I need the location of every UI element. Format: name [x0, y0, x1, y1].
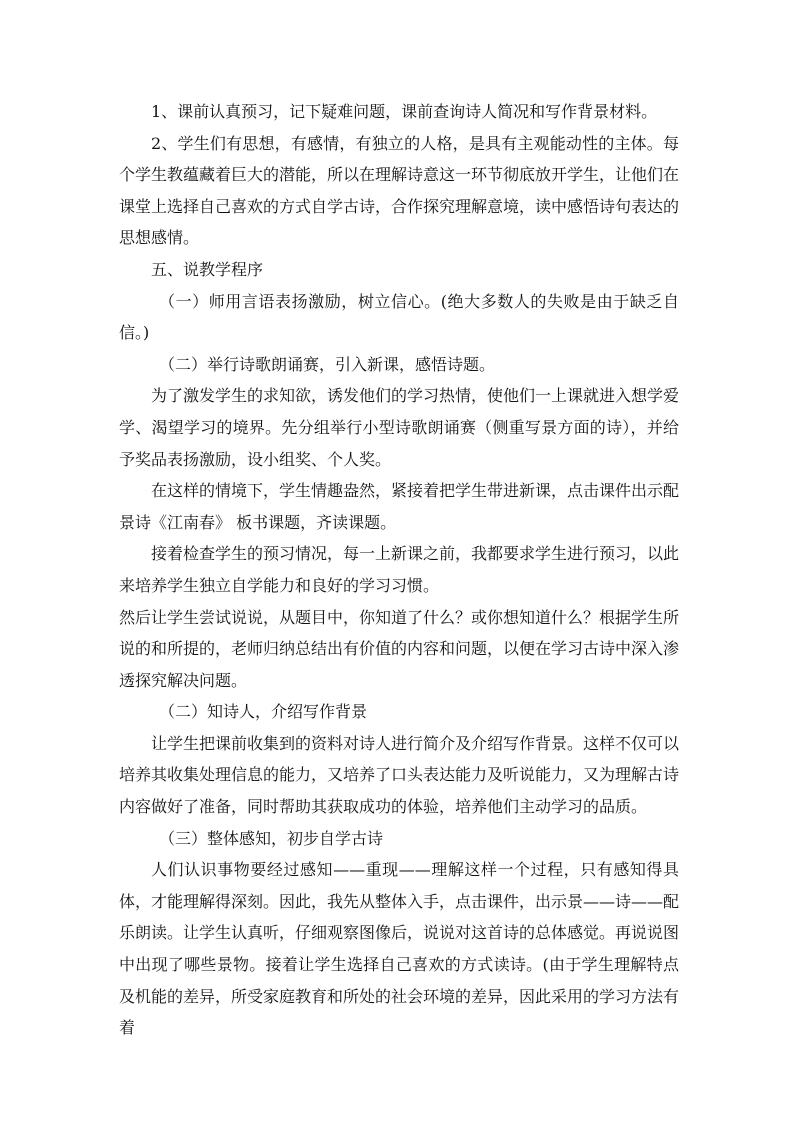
section-heading-teaching-procedure: 五、说教学程序 [151, 259, 264, 279]
paragraph-check-preview: 接着检查学生的预习情况，每一上新课之前，我都要求学生进行预习，以此来培养学生独立自学能力和良好的学习习惯。 [119, 544, 680, 595]
paragraph-motivation: 为了激发学生的求知欲，诱发他们的学习热情，使他们一上课就进入想学爱学、渴望学习的境界。先分组举行小型诗歌朗诵赛（侧重写景方面的诗），并给予奖品表扬激励，设小组奖、个人奖。 [119, 386, 680, 469]
subheading-poetry-recital: （二）举行诗歌朗诵赛，引入新课，感悟诗题。 [159, 354, 496, 374]
paragraph-prep-item-2: 2、学生们有思想，有感情，有独立的人格，是具有主观能动性的主体。每个学生教蕴藏着巨大的潜能，所以在理解诗意这一环节彻底放开学生，让他们在课堂上选择自己喜欢的方式自学古诗，合作探究理解意境，读中感悟诗句表达的思想感情。 [119, 133, 680, 248]
subheading-know-poet: （二）知诗人，介绍写作背景 [159, 702, 368, 722]
subheading-overall-perception: （三）整体感知，初步自学古诗 [159, 828, 384, 848]
subheading-encouragement: （一）师用言语表扬激励，树立信心。(绝大多数人的失败是由于缺乏自信。) [119, 291, 679, 343]
paragraph-perception-process: 人们认识事物要经过感知——重现——理解这样一个过程，只有感知得具体，才能理解得深刻。因此，我先从整体入手，点击课件，出示景——诗——配乐朗读。让学生认真听，仔细观察图像后，说说对这首诗的总体感觉。再说说图中出现了哪些景物。接着让学生选择自己喜欢的方式读诗。(由于学生理解特点及机能的差异，所受家庭教育和所处的社会环境的差异，因此采用的学习方法有着 [119, 860, 680, 1038]
paragraph-prep-item-1: 1、课前认真预习，记下疑难问题，课前查询诗人简况和写作背景材料。 [151, 102, 658, 121]
paragraph-poet-background: 让学生把课前收集到的资料对诗人进行简介及介绍写作背景。这样不仅可以培养其收集处理信息的能力，又培养了口头表达能力及听说能力，又为理解古诗内容做好了准备，同时帮助其获取成功的体验，培养他们主动学习的品质。 [119, 733, 680, 817]
paragraph-student-questions: 然后让学生尝试说说，从题目中，你知道了什么？或你想知道什么？根据学生所说的和所提的，老师归纳总结出有价值的内容和问题，以便在学习古诗中深入渗透探究解决问题。 [119, 607, 680, 690]
paragraph-introduce-new-lesson: 在这样的情境下，学生情趣盎然，紧接着把学生带进新课，点击课件出示配景诗《江南春》 板书课题，齐读课题。 [119, 481, 680, 532]
document-body [119, 96, 679, 1044]
